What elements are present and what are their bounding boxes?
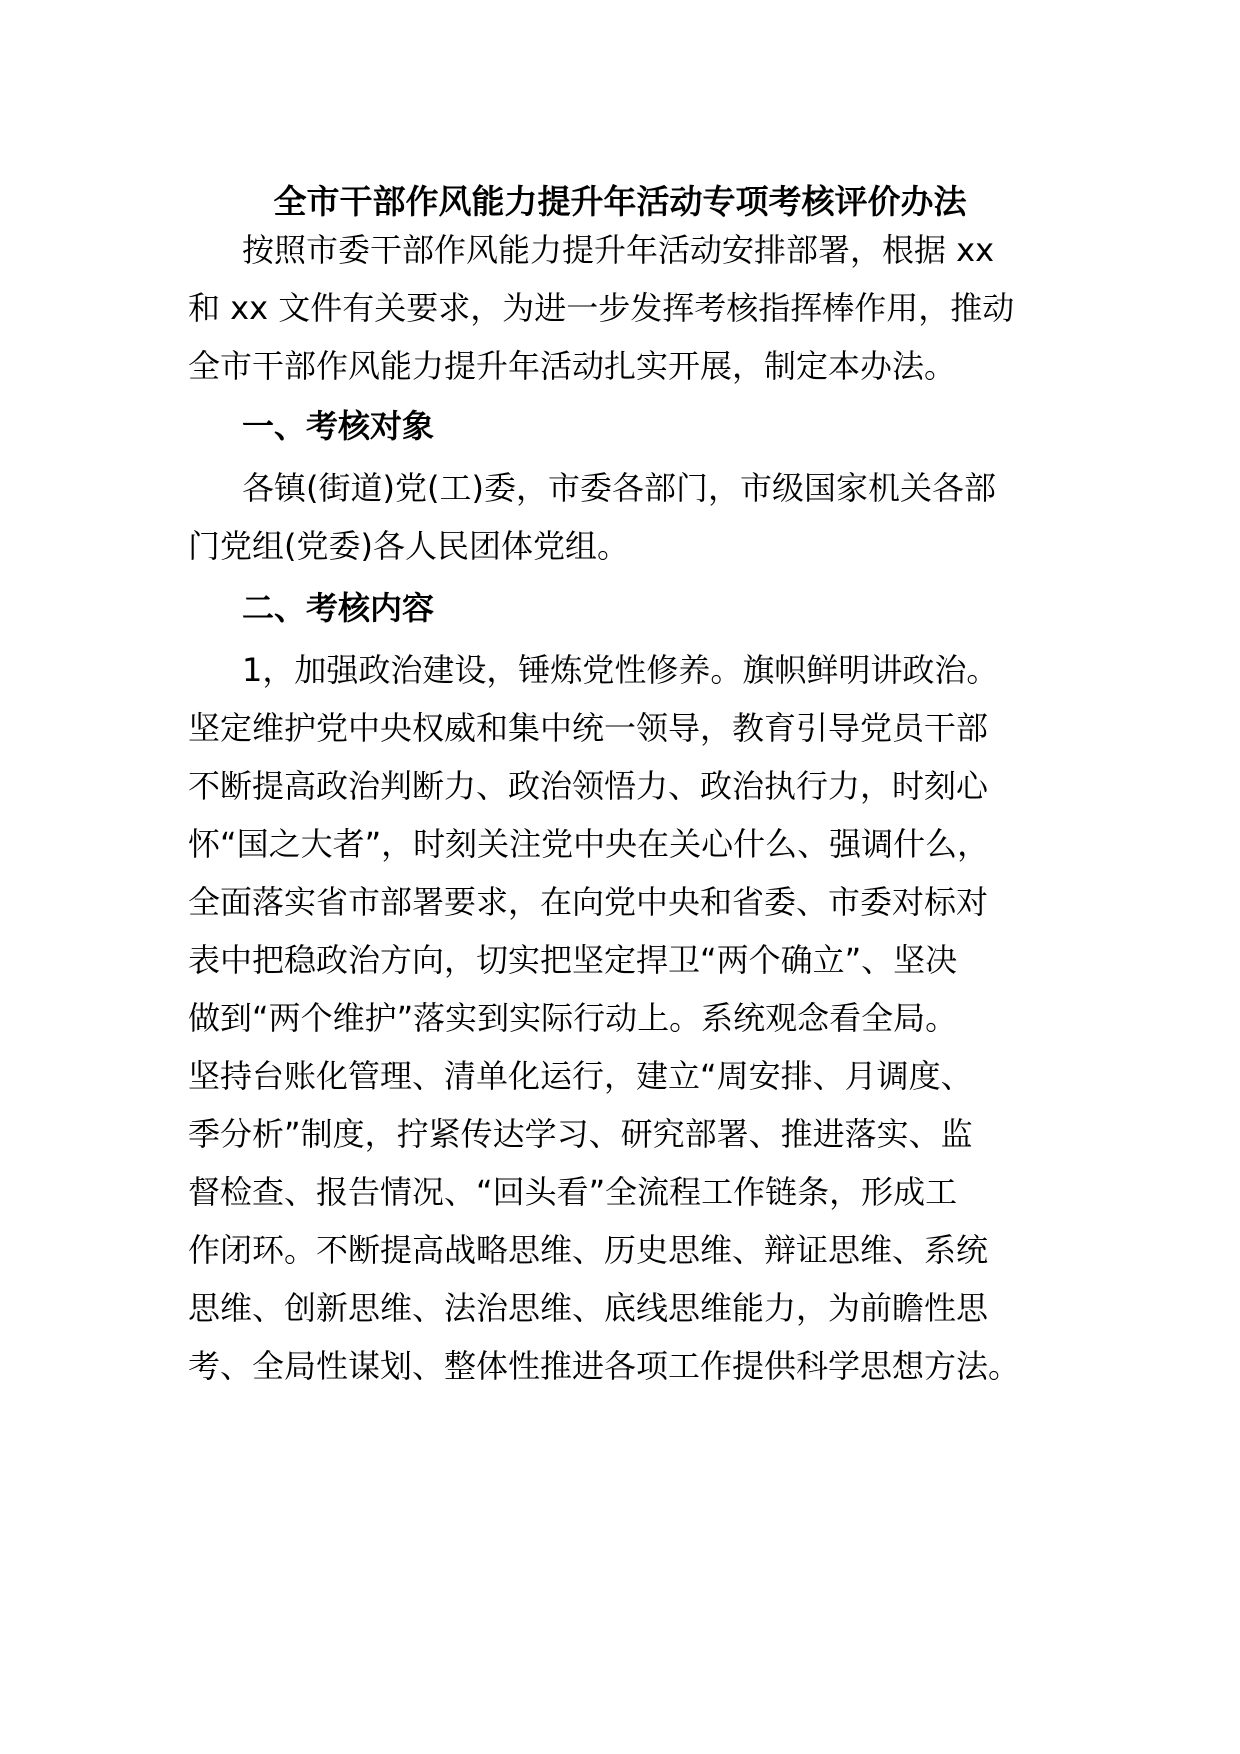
section-1-line-1: 各镇(街道)党(工)委，市委各部门，市级国家机关各部 bbox=[242, 469, 996, 507]
intro-line-1: 按照市委干部作风能力提升年活动安排部署，根据 xx bbox=[242, 231, 995, 269]
section-2-line-5: 全面落实省市部署要求，在向党中央和省委、市委对标对 bbox=[188, 883, 989, 921]
intro-line-3: 全市干部作风能力提升年活动扎实开展，制定本办法。 bbox=[188, 347, 957, 385]
section-2-line-13: 考、全局性谋划、整体性推进各项工作提供科学思想方法。 bbox=[188, 1347, 1021, 1385]
section-2-line-2: 坚定维护党中央权威和集中统一领导，教育引导党员干部 bbox=[188, 709, 989, 747]
section-2-heading: 二、考核内容 bbox=[242, 589, 435, 627]
section-1-line-2: 门党组(党委)各人民团体党组。 bbox=[188, 527, 629, 565]
section-2-line-6: 表中把稳政治方向，切实把坚定捍卫“两个确立”、坚决 bbox=[188, 941, 958, 979]
section-2-line-10: 督检查、报告情况、“回头看”全流程工作链条，形成工 bbox=[188, 1173, 958, 1211]
section-2-line-8: 坚持台账化管理、清单化运行，建立“周安排、月调度、 bbox=[188, 1057, 973, 1095]
section-2-line-11: 作闭环。不断提高战略思维、历史思维、辩证思维、系统 bbox=[188, 1231, 989, 1269]
section-2-line-4: 怀“国之大者”，时刻关注党中央在关心什么、强调什么， bbox=[188, 825, 990, 863]
section-2-line-1: 1，加强政治建设，锤炼党性修养。旗帜鲜明讲政治。 bbox=[242, 651, 999, 689]
section-2-line-3: 不断提高政治判断力、政治领悟力、政治执行力，时刻心 bbox=[188, 767, 989, 805]
intro-line-2: 和 xx 文件有关要求，为进一步发挥考核指挥棒作用，推动 bbox=[188, 289, 1015, 327]
section-2-line-9: 季分析”制度，拧紧传达学习、研究部署、推进落实、监 bbox=[188, 1115, 973, 1153]
document-title: 全市干部作风能力提升年活动专项考核评价办法 bbox=[273, 182, 967, 221]
section-1-heading: 一、考核对象 bbox=[242, 407, 435, 445]
section-2-line-12: 思维、创新思维、法治思维、底线思维能力，为前瞻性思 bbox=[188, 1289, 989, 1327]
section-2-line-7: 做到“两个维护”落实到实际行动上。系统观念看全局。 bbox=[188, 999, 958, 1037]
